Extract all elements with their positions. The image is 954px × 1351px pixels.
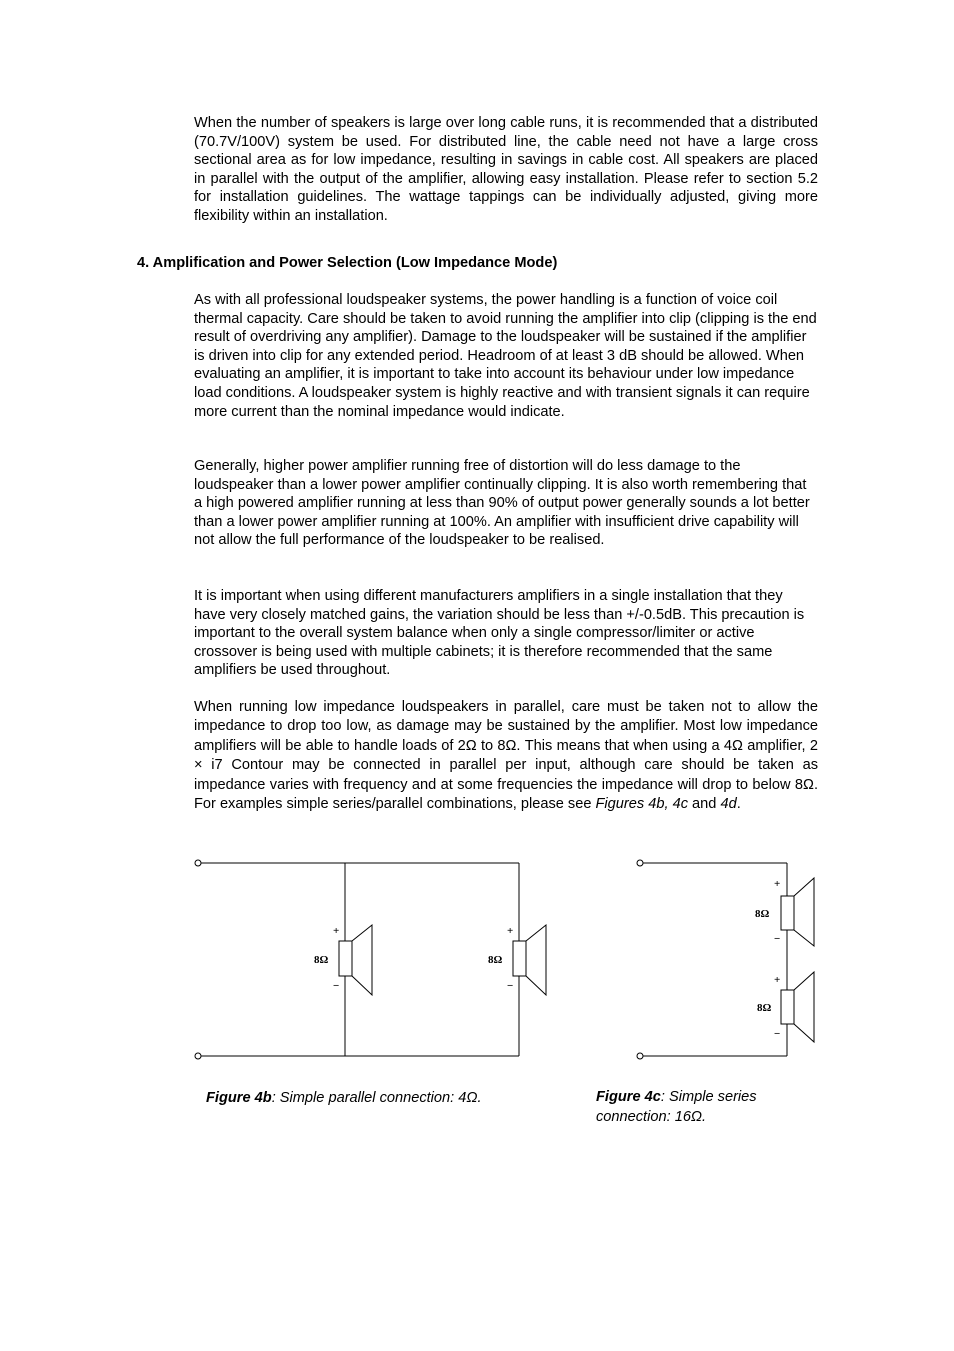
figure-4c-caption-text: : Simple series connection: 16Ω. — [596, 1089, 757, 1125]
paragraph-matched-gains: It is important when using different manufacturers amplifiers in a single installation that they have very closely matched gains, the variation should be less than +/-0.5dB. This precaution is important to the overall system balance when only a single compressor/limiter or active crossover is being used with multiple cabinets; it is therefore recommended that the same amplifiers be used throughout. — [194, 588, 805, 679]
figure-4b-label: Figure 4b — [206, 1090, 272, 1106]
figure-reference-4d: 4d — [720, 796, 737, 813]
speaker-2-symbol — [513, 925, 546, 995]
speaker-2-plus: + — [507, 925, 514, 937]
speaker-1-plus: + — [333, 925, 340, 937]
sentence-end: . — [736, 796, 741, 813]
speaker-2-symbol — [781, 972, 814, 1042]
figure-4b-caption-text: : Simple parallel connection: 4Ω. — [271, 1090, 482, 1106]
terminal-positive — [195, 860, 201, 866]
intro-paragraph: When the number of speakers is large over long cable runs, it is recommended that a distributed (70.7V/100V) system be used. For distributed line, the cable need not have a large cross sectional area as for low impedance, resulting in savings in cable cost. All speakers are placed in parallel with the output of the amplifier, allowing easy installation. Please refer to section 5.2 for installation guidelines. The wattage tappings can be individually adjusted, giving more flexibility within an installation. — [194, 115, 818, 224]
speaker-2-minus: − — [507, 980, 514, 992]
speaker-1-symbol — [781, 878, 814, 946]
paragraph-main-text: When running low impedance loudspeakers in parallel, care must be taken not to allow the impedance to drop too low, as damage may be sustained by the amplifier. Most low impedance amplifiers will be able to handle loads of 2Ω to 8Ω. This means that when using a 4Ω amplifier, 2 × i7 Contour may be connected in parallel per input, although care should be taken as impedance varies with frequency and at some frequencies the impedance will drop to below 8Ω. For examples simple series/parallel combinations, please see — [194, 699, 818, 813]
speaker-1-minus: − — [333, 980, 340, 992]
paragraph-distortion: Generally, higher power amplifier running free of distortion will do less damage to the loudspeaker than a lower power amplifier continually clipping. It is also worth remembering that a high powered amplifier running at less than 90% of output power generally sounds a lot better than a lower power amplifier running at 100%. An amplifier with insufficient drive capability will not allow the full performance of the loudspeaker to be realised. — [194, 458, 810, 549]
section-heading: 4. Amplification and Power Selection (Low Impedance Mode) — [137, 255, 558, 271]
speaker-2-plus: + — [774, 974, 781, 986]
speaker-2-impedance: 8Ω — [488, 954, 503, 966]
terminal-negative — [195, 1053, 201, 1059]
speaker-1-plus: + — [774, 878, 781, 890]
conjunction-and: and — [688, 796, 721, 813]
speaker-2-minus: − — [774, 1028, 781, 1040]
figure-4b-diagram — [190, 852, 560, 1067]
terminal-positive — [637, 860, 643, 866]
paragraph-power-handling: As with all professional loudspeaker systems, the power handling is a function of voice coil thermal capacity. Care should be taken to avoid running the amplifier into clip (clipping is the end result of overdriving any amplifier). Damage to the loudspeaker will be sustained if the amplifier is driven into clip for any extended period. Headroom of at least 3 dB should be allowed. When evaluating an amplifier, it is important to take into account its behaviour under low impedance load conditions. A loudspeaker system is highly reactive and with transient signals it can require more current than the nominal impedance would indicate. — [194, 292, 817, 420]
figure-4c-caption — [596, 1087, 801, 1127]
speaker-1-symbol — [339, 925, 372, 995]
figure-4b-caption — [206, 1088, 546, 1108]
figure-4c-diagram — [630, 852, 830, 1067]
speaker-1-impedance: 8Ω — [314, 954, 329, 966]
terminal-negative — [637, 1053, 643, 1059]
speaker-2-impedance: 8Ω — [757, 1002, 772, 1014]
figure-reference-4b-4c: Figures 4b, 4c — [595, 796, 688, 813]
paragraph-parallel-impedance — [194, 698, 818, 814]
speaker-1-impedance: 8Ω — [755, 908, 770, 920]
figure-4c-label: Figure 4c — [596, 1089, 661, 1105]
speaker-1-minus: − — [774, 933, 781, 945]
